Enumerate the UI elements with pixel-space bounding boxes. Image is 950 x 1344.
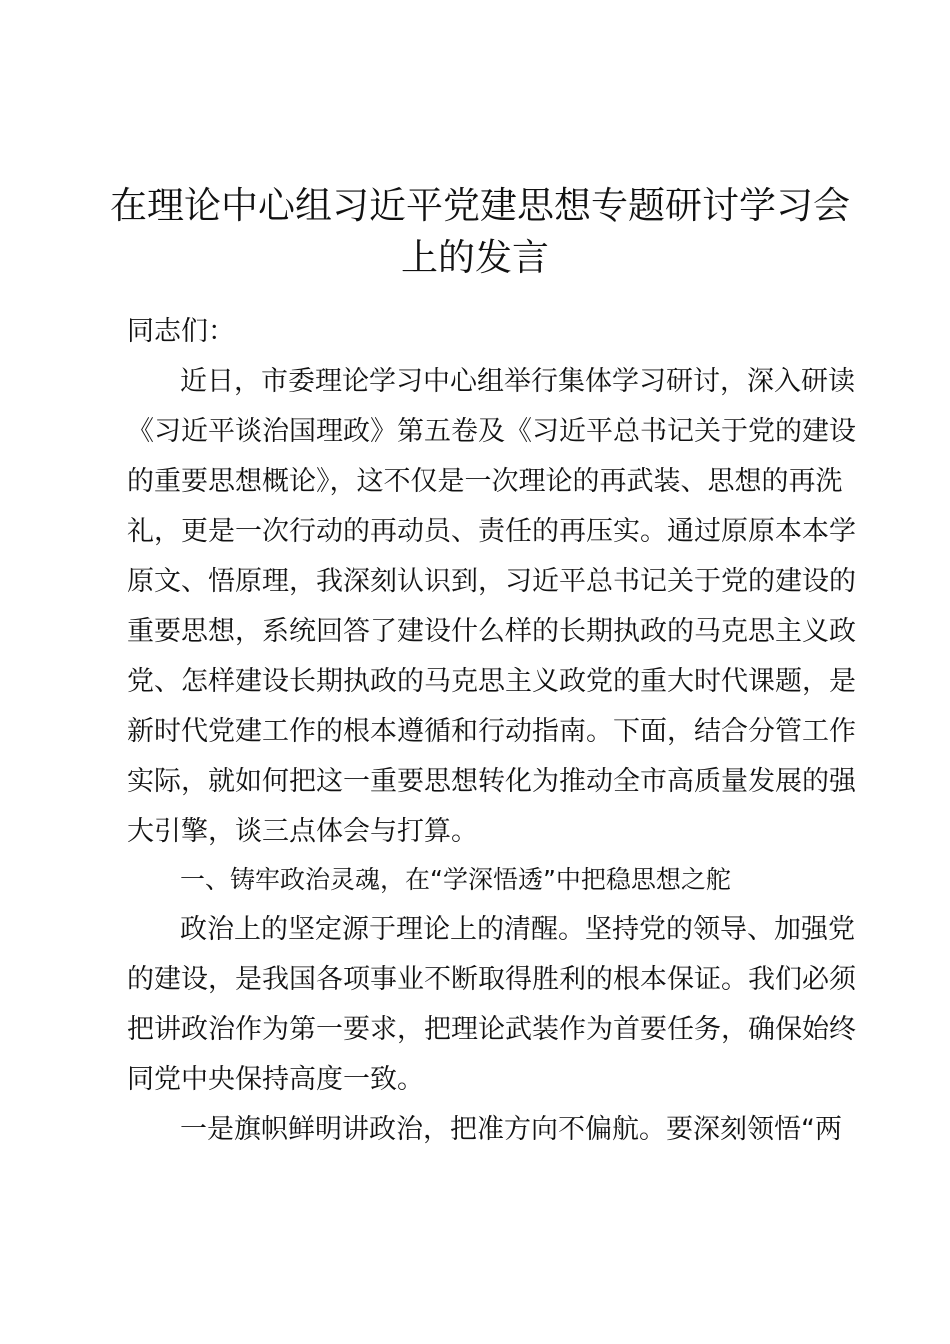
paragraph-line: 一是旗帜鲜明讲政治，把准方向不偏航。要深刻领悟“两 (180, 1114, 842, 1145)
paragraph-line: 《习近平谈治国理政》第五卷及《习近平总书记关于党的建设 (127, 416, 856, 447)
salutation: 同志们： (127, 316, 235, 347)
paragraph-line: 礼，更是一次行动的再动员、责任的再压实。通过原原本本学 (127, 516, 856, 547)
paragraph-line: 的重要思想概论》，这不仅是一次理论的再武装、思想的再洗 (127, 466, 843, 497)
paragraph-line: 新时代党建工作的根本遵循和行动指南。下面，结合分管工作 (127, 716, 856, 747)
paragraph-line: 实际，就如何把这一重要思想转化为推动全市高质量发展的强 (127, 766, 856, 797)
paragraph-line: 的建设，是我国各项事业不断取得胜利的根本保证。我们必须 (127, 964, 856, 995)
document-title-line-2: 上的发言 (401, 236, 549, 279)
paragraph-line: 政治上的坚定源于理论上的清醒。坚持党的领导、加强党 (180, 914, 855, 945)
paragraph-line: 重要思想，系统回答了建设什么样的长期执政的马克思主义政 (127, 616, 856, 647)
paragraph-line: 大引擎，谈三点体会与打算。 (127, 816, 478, 847)
paragraph-line: 同党中央保持高度一致。 (127, 1064, 424, 1095)
paragraph-line: 把讲政治作为第一要求，把理论武装作为首要任务，确保始终 (127, 1014, 856, 1045)
paragraph-line: 原文、悟原理，我深刻认识到，习近平总书记关于党的建设的 (127, 566, 856, 597)
document-title-line-1: 在理论中心组习近平党建思想专题研讨学习会 (110, 184, 850, 227)
section-heading: 一、铸牢政治灵魂，在“学深悟透”中把稳思想之舵 (180, 865, 731, 894)
paragraph-line: 近日，市委理论学习中心组举行集体学习研讨，深入研读 (180, 366, 855, 397)
paragraph-line: 党、怎样建设长期执政的马克思主义政党的重大时代课题，是 (127, 666, 856, 697)
